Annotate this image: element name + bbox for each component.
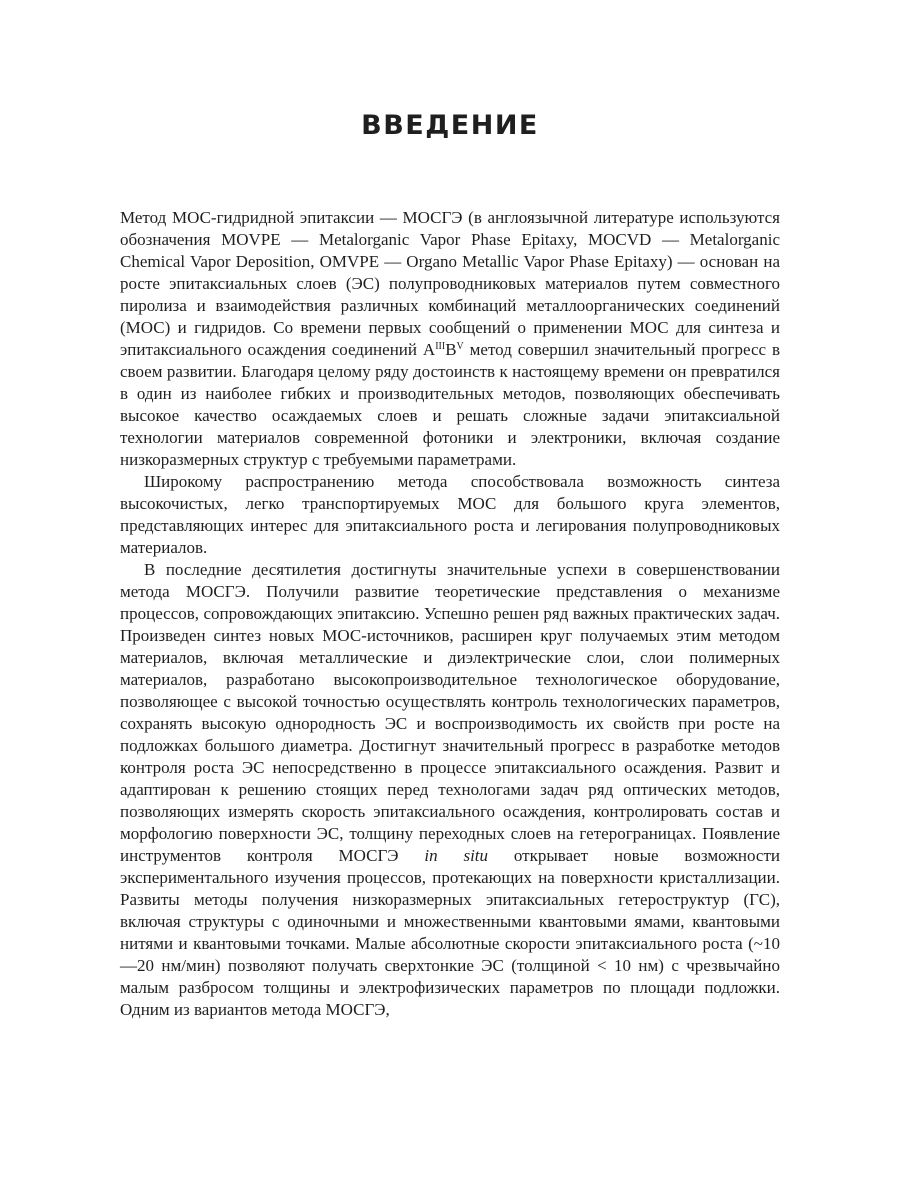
superscript-v: V [456,341,464,352]
page-title: ВВЕДЕНИЕ [361,110,539,141]
paragraph-1-text-a: Метод МОС-гидридной эпитаксии — МОСГЭ (в англоязычной литературе используются обозначения MOVPE — Metalorganic Vapor Phase Epitaxy, MOCVD — Metalorganic Chemical Vapor Deposition, OMVPE — Organo Metallic Vapor Phase Epitaxy) — основан на росте эпитаксиальных слоев (ЭС) полупроводниковых материалов путем совместного пиролиза и взаимодействия различных комбинаций металлоорганических соединений (МОС) и гидридов. Со времени первых сообщений о применении МОС для синтеза и эпитаксиального осаждения соединений A [120,208,780,359]
superscript-iii: III [435,341,446,352]
paragraph-1 [120,207,780,471]
paragraph-3-text-b: открывает новые возможности экспериментального изучения процессов, протекающих на поверхности кристаллизации. Развиты методы получения низкоразмерных эпитаксиальных гетероструктур (ГС), включая структуры с одиночными и множественными квантовыми ямами, квантовыми нитями и квантовыми точками. Малые абсолютные скорости эпитаксиального роста (~10—20 нм/мин) позволяют получать сверхтонкие ЭС (толщиной < 10 нм) с чрезвычайно малым разбросом толщины и электрофизических параметров по площади подложки. Одним из вариантов метода МОСГЭ, [120,846,780,1019]
paragraph-3-text-a: В последние десятилетия достигнуты значительные успехи в совершенствовании метода МОСГЭ. Получили развитие теоретические представления о механизме процессов, сопровождающих эпитаксию. Успешно решен ряд важных практических задач. Произведен синтез новых МОС-источников, расширен круг получаемых этим методом материалов, включая металлические и диэлектрические слои, слои полимерных материалов, разработано высокопроизводительное технологическое оборудование, позволяющее с высокой точностью осуществлять контроль технологических параметров, сохранять высокую однородность ЭС и воспроизводимость их свойств при росте на подложках большого диаметра. Достигнут значительный прогресс в разработке методов контроля роста ЭС непосредственно в процессе эпитаксиального осаждения. Развит и адаптирован к решению стоящих перед технологами задач ряд оптических методов, позволяющих измерять скорость эпитаксиального осаждения, контролировать состав и морфологию поверхности ЭС, толщину переходных слоев на гетерограницах. Появление инструментов контроля МОСГЭ [120,560,780,865]
paragraph-2: Широкому распространению метода способствовала возможность синтеза высокочистых, легко транспортируемых МОС для большого круга элементов, представляющих интерес для эпитаксиального роста и легирования полупроводниковых материалов. [120,472,780,557]
paragraph-1-text-b: метод совершил значительный прогресс в своем развитии. Благодаря целому ряду достоинств к настоящему времени он превратился в один из наиболее гибких и производительных методов, позволяющих обеспечивать высокое качество осаждаемых слоев и решать сложные задачи эпитаксиальной технологии материалов современной фотоники и электроники, включая создание низкоразмерных структур с требуемыми параметрами. [120,340,780,469]
paragraph-3-italic: in situ [424,846,489,865]
paragraph-1-letter-b: B [445,340,457,359]
paragraph-3 [120,559,780,1021]
body-text [120,207,780,1021]
